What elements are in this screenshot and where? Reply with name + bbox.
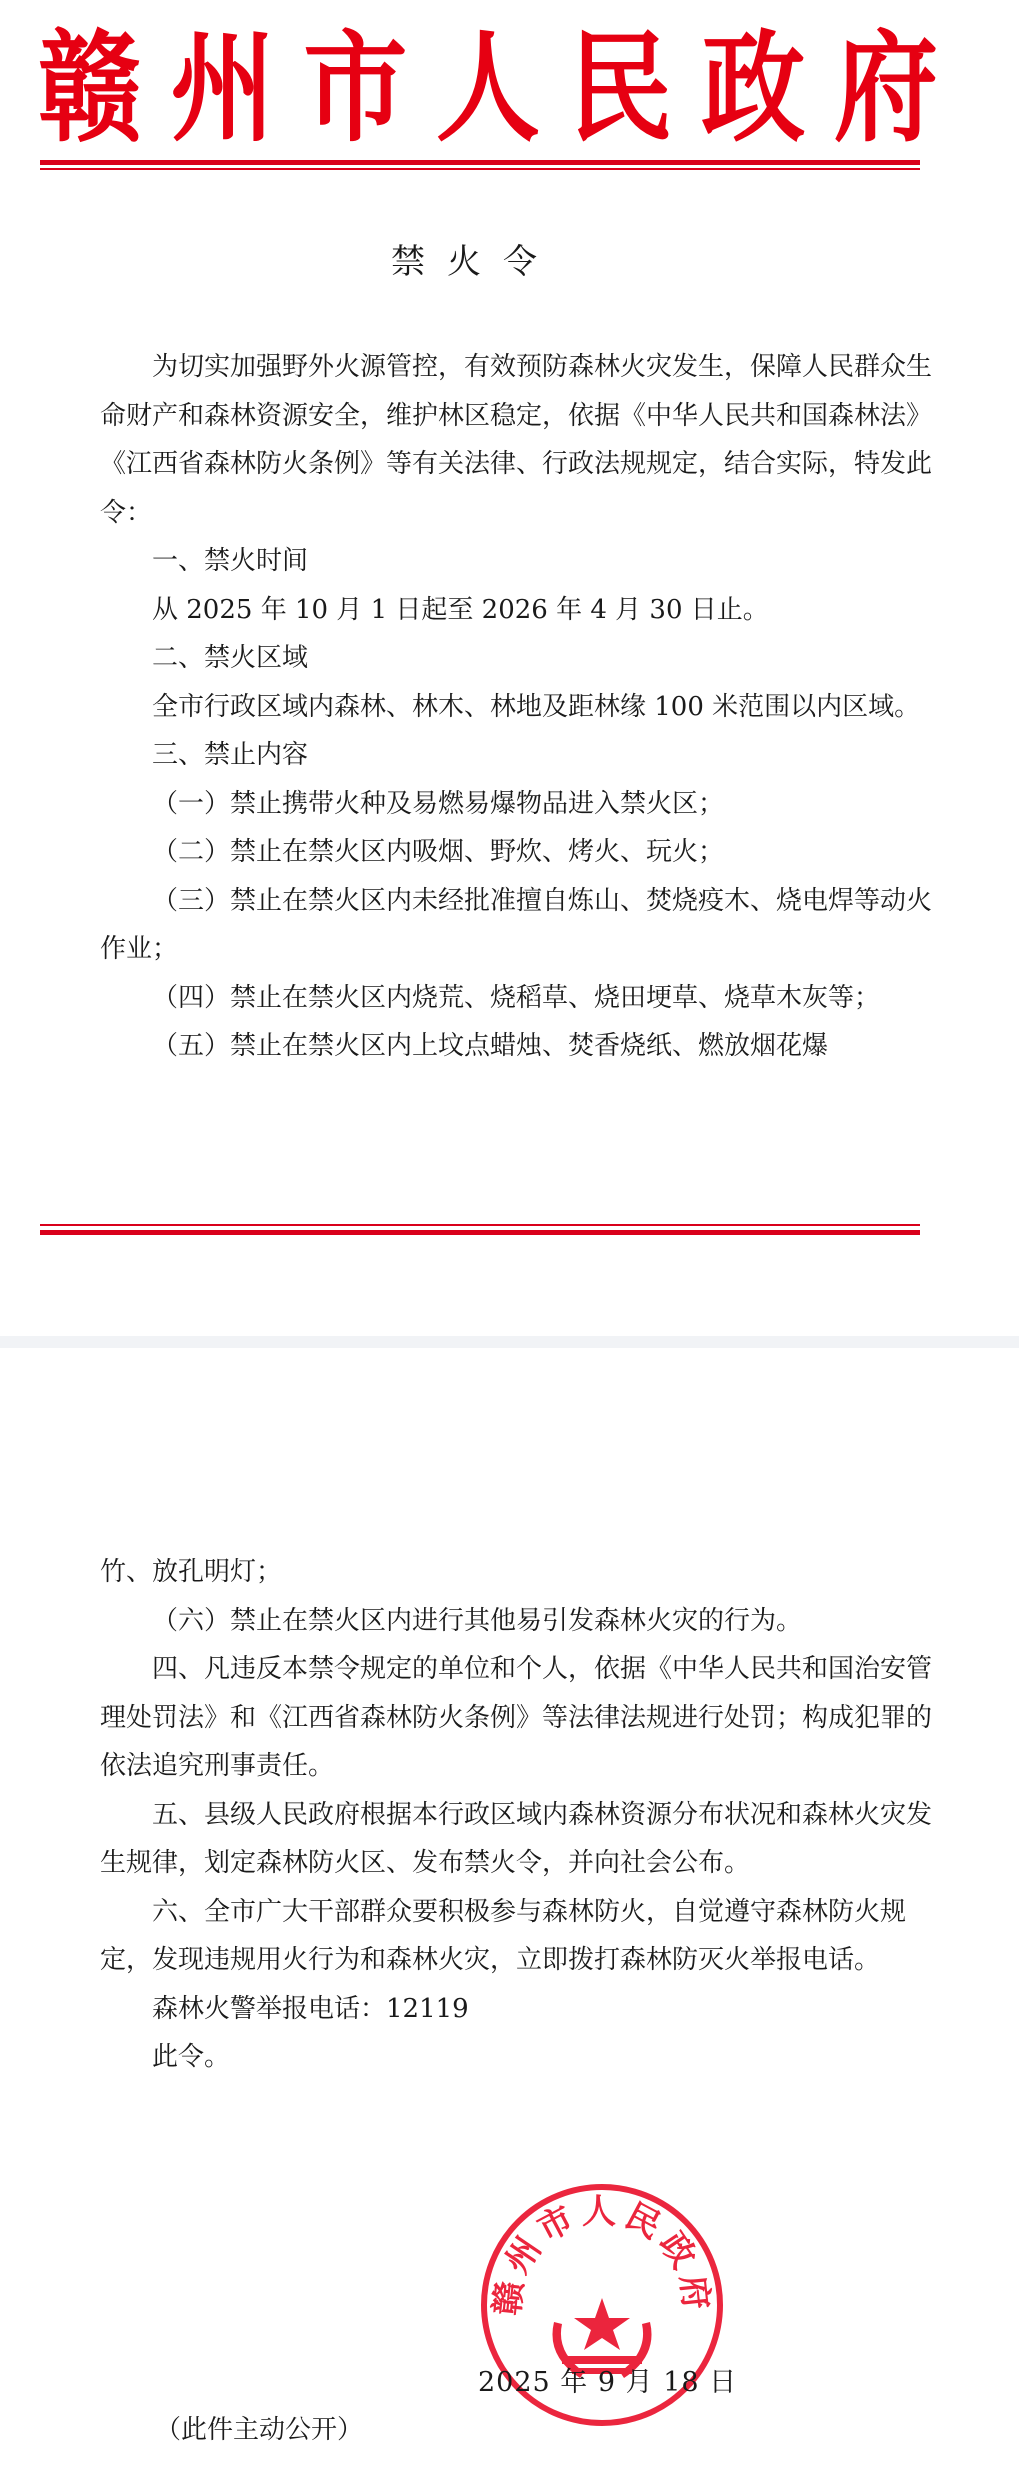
masthead-char: 府 — [833, 17, 938, 159]
prohibition-item-2: （二）禁止在禁火区内吸烟、野炊、烤火、玩火； — [152, 837, 725, 867]
masthead-title — [38, 8, 938, 169]
prohibition-item-1: （一）禁止携带火种及易燃易爆物品进入禁火区； — [152, 788, 725, 819]
prohibition-item-5-continued: 竹、放孔明灯； — [100, 1557, 283, 1587]
heading-ban-area: 二、禁火区域 — [152, 643, 309, 673]
seal-text: 赣州市人民政府 — [487, 2192, 717, 2318]
footer-rule-thick — [40, 1230, 920, 1235]
paragraph-hotline: 森林火警举报电话：12119 — [152, 1993, 469, 2024]
paragraph-ban-period: 从 2025 年 10 月 1 日起至 2026 年 4 月 30 日止。 — [152, 594, 769, 625]
document-body-page-2 — [100, 1548, 940, 2082]
signature-date: 2025 年 9 月 18 日 — [478, 2367, 738, 2398]
masthead-char: 市 — [303, 17, 408, 159]
prohibition-item-4: （四）禁止在禁火区内烧荒、烧稻草、烧田埂草、烧草木灰等； — [152, 982, 881, 1013]
footer-rule-thin — [40, 1224, 920, 1226]
masthead-char: 民 — [568, 17, 673, 159]
paragraph-county-duties: 五、县级人民政府根据本行政区域内森林资源分布状况和森林火灾发生规律，划定森林防火区、发布禁火令，并向社会公布。 — [100, 1799, 933, 1878]
prohibition-item-6: （六）禁止在禁火区内进行其他易引发森林火灾的行为。 — [152, 1605, 803, 1636]
masthead-char: 州 — [170, 17, 275, 159]
page-separator — [0, 1336, 1019, 1348]
paragraph-ban-area: 全市行政区域内森林、林木、林地及距林缘 100 米范围以内区域。 — [152, 691, 921, 722]
masthead-char: 政 — [701, 17, 806, 159]
paragraph-public-participation: 六、全市广大干部群众要积极参与森林防火，自觉遵守森林防火规定，发现违规用火行为和森林火灾，立即拨打森林防灭火举报电话。 — [100, 1896, 907, 1975]
masthead-char: 赣 — [38, 17, 143, 159]
document-body-page-1 — [100, 343, 940, 1071]
masthead-rule-thin — [40, 168, 920, 170]
heading-prohibitions: 三、禁止内容 — [152, 740, 309, 770]
masthead-rule-thick — [40, 160, 920, 165]
heading-ban-period: 一、禁火时间 — [152, 546, 309, 576]
paragraph-preamble: 为切实加强野外火源管控，有效预防森林火灾发生，保障人民群众生命财产和森林资源安全，维护林区稳定，依据《中华人民共和国森林法》《江西省森林防火条例》等有关法律、行政法规规定，结合实际，特发此令： — [100, 352, 933, 528]
masthead-char: 人 — [435, 17, 540, 159]
prohibition-item-5: （五）禁止在禁火区内上坟点蜡烛、焚香烧纸、燃放烟花爆 — [152, 1031, 829, 1061]
paragraph-closing: 此令。 — [152, 2042, 231, 2072]
paragraph-penalties: 四、凡违反本禁令规定的单位和个人，依据《中华人民共和国治安管理处罚法》和《江西省森林防火条例》等法律法规进行处罚；构成犯罪的依法追究刑事责任。 — [100, 1654, 933, 1781]
disclosure-note: （此件主动公开） — [155, 2415, 364, 2445]
document-title: 禁火令 — [391, 242, 559, 282]
prohibition-item-3: （三）禁止在禁火区内未经批准擅自炼山、焚烧疫木、烧电焊等动火作业； — [100, 885, 933, 964]
